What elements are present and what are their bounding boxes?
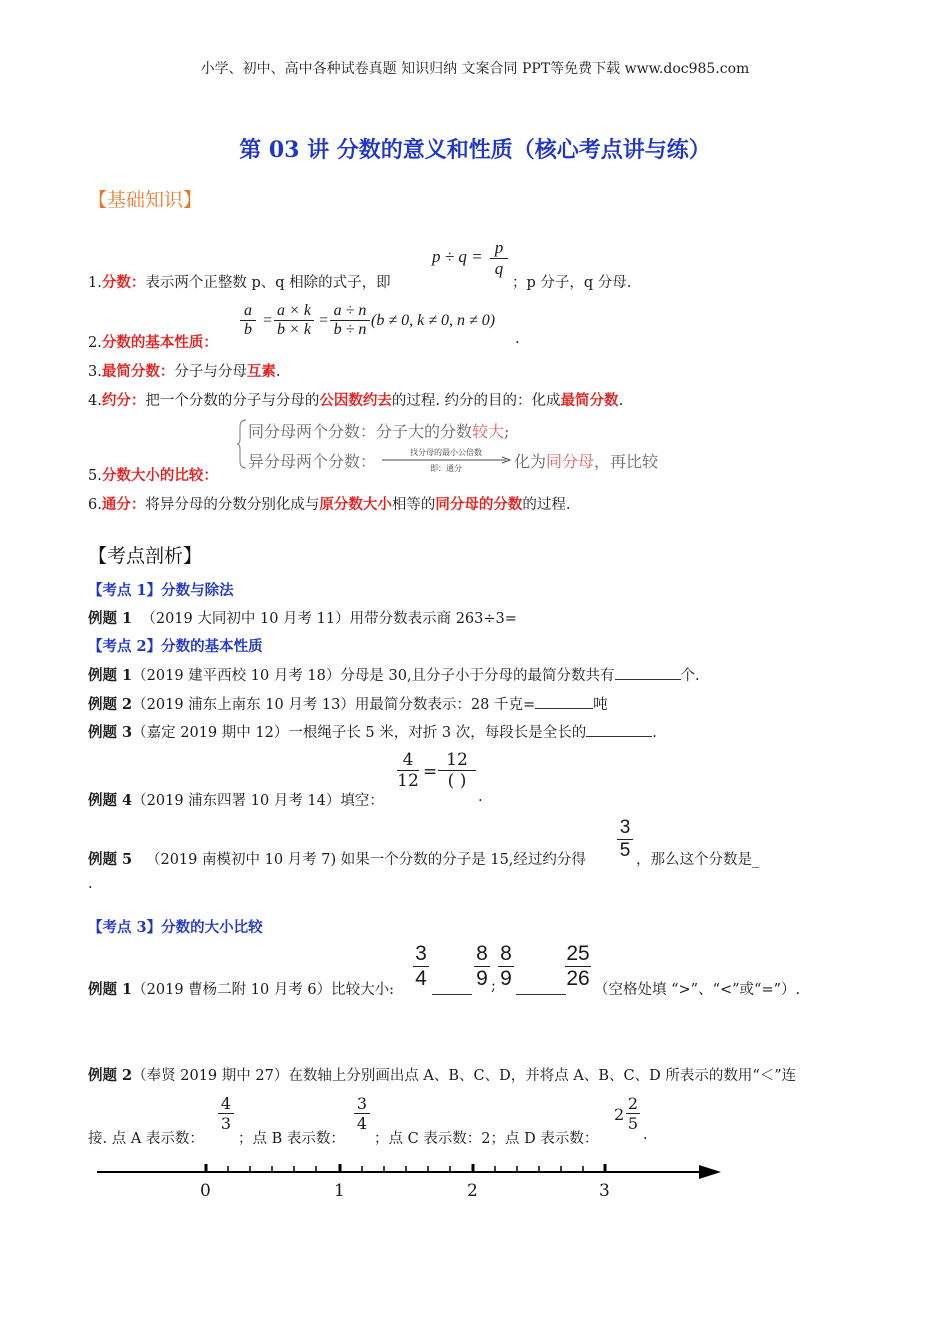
compare-rule-2-result [514, 449, 658, 472]
item-text: 分子与分母 [174, 364, 247, 380]
formula-property-frac-b [274, 302, 314, 339]
answer-blank[interactable] [586, 722, 652, 737]
kd3-example-2-line2: 接. 点 A 表示数： [88, 1131, 204, 1147]
example-tail: . [652, 725, 657, 741]
rule-tail: ，再比较 [594, 452, 659, 471]
basics-heading: 【基础知识】 [88, 189, 203, 211]
item-number: 5. [88, 468, 102, 484]
basics-item-5 [88, 464, 218, 485]
fraction-denominator: q [490, 258, 508, 279]
fraction-numerator: p [494, 238, 504, 257]
item-emphasis: 公因数约去 [319, 392, 392, 409]
kd2-example-2 [88, 693, 608, 714]
fraction-denominator: 5 [627, 1114, 639, 1133]
example-text: （2019 建平西校 10 月考 18）分母是 30,且分子小于分母的最简分数共有 [132, 668, 615, 684]
item-term: 分数： [101, 274, 146, 291]
example-label: 例题 3 [88, 724, 133, 741]
fraction-denominator: b × k [274, 320, 314, 339]
item-term: 最简分数： [101, 363, 175, 380]
example-label: 例题 2 [88, 696, 133, 713]
fraction-denominator: 12 [397, 771, 419, 791]
ex4-fraction-left [397, 750, 419, 791]
point-b-label: ；点 B 表示数： [238, 1131, 345, 1147]
kd-label: 【考点 1】 [88, 582, 162, 599]
item-text: 相等的 [391, 497, 436, 513]
rule-emphasis: 同分母 [546, 452, 595, 471]
formula-property-frac-a [240, 302, 256, 339]
kd-label: 【考点 2】 [88, 638, 162, 655]
analysis-heading: 【考点剖析】 [88, 545, 203, 567]
arrow-label-top: 找分母的最小公倍数 [410, 448, 482, 457]
axis-label-3: 3 [599, 1181, 610, 1201]
item-text: 的过程. 约分的目的：化成 [391, 393, 561, 409]
kd3-heading [88, 916, 263, 937]
ex4-equals: = [423, 762, 438, 782]
example-label: 例题 1 [88, 610, 133, 627]
basics-item-3 [88, 360, 280, 381]
compare-fraction-2 [474, 942, 490, 991]
basics-item-1-tail: ；p 分子，q 分母. [512, 275, 632, 291]
basics-item-1 [88, 271, 391, 292]
answer-blank[interactable] [432, 980, 472, 995]
fraction-denominator: 9 [474, 966, 490, 991]
compare-fraction-3 [498, 942, 514, 991]
arrow-head-icon [699, 1165, 721, 1179]
formula-equals-1: = [262, 312, 273, 329]
answer-blank[interactable] [535, 694, 593, 709]
axis-label-0: 0 [200, 1181, 211, 1201]
item-emphasis: 同分母的分数 [435, 496, 523, 513]
fraction-numerator: 8 [476, 942, 488, 965]
fraction-denominator: 3 [218, 1113, 234, 1133]
axis-label-1: 1 [334, 1181, 345, 1201]
kd1-example-1 [88, 607, 517, 628]
number-line[interactable] [95, 1160, 725, 1184]
rule-emphasis: 较大 [472, 422, 505, 441]
ex5-tail-2: . [88, 876, 93, 892]
fraction-denominator: b ÷ n [330, 320, 370, 339]
fraction-denominator: 4 [354, 1113, 370, 1133]
formula-equals-2: = [318, 312, 329, 329]
item-text: 把一个分数的分子与分母的 [145, 393, 320, 409]
page-title: 第 03 讲 分数的意义和性质（核心考点讲与练） [239, 137, 711, 163]
fraction-denominator: 9 [498, 966, 514, 991]
basics-item-2 [88, 331, 218, 352]
item-text: 将异分母的分数分别化成与 [145, 497, 320, 513]
example-label: 例题 5 [88, 851, 133, 868]
ex4-tail: . [478, 789, 483, 805]
formula-condition: (b ≠ 0, k ≠ 0, n ≠ 0) [371, 312, 496, 329]
fraction-numerator: 3 [415, 942, 427, 965]
kd2-example-1 [88, 664, 700, 685]
formula-division-left: p ÷ q = [432, 247, 483, 266]
compare-separator: ; [491, 978, 496, 994]
item-emphasis: 互素 [246, 363, 276, 380]
example-label: 例题 1 [88, 981, 133, 998]
item-tail: 的过程. [522, 497, 571, 513]
compare-fraction-1 [413, 942, 429, 991]
example-tail: 吨 [593, 697, 608, 713]
point-c-label: ；点 C 表示数：2；点 D 表示数： [374, 1131, 599, 1147]
kd2-example-3 [88, 721, 657, 742]
rule-text: 同分母两个分数：分子大的分数 [248, 422, 473, 441]
item-term: 分数的基本性质： [101, 334, 218, 351]
kd-title: 分数与除法 [161, 582, 234, 599]
formula-division-fraction [490, 238, 508, 279]
compare-fraction-4 [565, 942, 591, 991]
axis-label-2: 2 [467, 1181, 478, 1201]
kd3-example-1 [88, 978, 394, 999]
kd2-example-5 [88, 848, 586, 869]
rule-tail: ; [504, 422, 510, 441]
item-number: 2. [88, 335, 102, 351]
item-number: 1. [88, 275, 102, 291]
compare-rule-2: 异分母两个分数： [248, 452, 377, 471]
fraction-numerator: 12 [446, 750, 468, 770]
example-text: （奉贤 2019 期中 27）在数轴上分别画出点 A、B、C、D，并将点 A、B、C、D 所表示的数用“＜”连 [132, 1068, 797, 1084]
fraction-numerator: 25 [566, 942, 590, 965]
example-text: （2019 浦东上南东 10 月考 13）用最简分数表示：28 千克= [132, 697, 536, 713]
example-label: 例题 1 [88, 667, 133, 684]
basics-item-4 [88, 389, 623, 410]
fraction-numerator: 4 [220, 1094, 232, 1113]
example-label: 例题 4 [88, 792, 133, 809]
item-emphasis: 最简分数 [560, 392, 619, 409]
example-text: （2019 曹杨二附 10 月考 6）比较大小: [132, 982, 395, 998]
point-d-tail: . [643, 1127, 648, 1143]
fraction-numerator: 2 [627, 1094, 639, 1113]
example-tail: 个. [680, 668, 700, 684]
fraction-numerator: 8 [500, 942, 512, 965]
formula-property-frac-c [330, 302, 370, 339]
rule-text: 化为 [514, 452, 547, 471]
item-number: 3. [88, 364, 102, 380]
kd2-heading [88, 635, 263, 656]
kd-title: 分数的大小比较 [161, 919, 263, 936]
point-b-fraction [354, 1094, 370, 1133]
item-number: 4. [88, 393, 102, 409]
fraction-numerator: a ÷ n [333, 302, 367, 319]
page-header: 小学、初中、高中各种试卷真题 知识归纳 文案合同 PPT等免费下载 www.doc985.com [200, 61, 750, 77]
kd3-example-2 [88, 1064, 796, 1085]
kd2-example-4 [88, 789, 384, 810]
brace-icon [236, 419, 248, 469]
example-text: （2019 浦东四署 10 月考 14）填空： [132, 793, 384, 809]
item-emphasis: 原分数大小 [319, 496, 392, 513]
fraction-numerator: a [244, 302, 252, 319]
basics-item-6 [88, 493, 570, 514]
compare-rule-1 [248, 419, 509, 442]
basics-item-2-tail: . [515, 331, 520, 347]
fraction-numerator: 4 [402, 750, 414, 770]
fraction-numerator: 3 [356, 1094, 368, 1113]
item-term: 分数大小的比较： [101, 467, 218, 484]
example-text: （2019 南模初中 10 月考 7) 如果一个分数的分子是 15,经过约分得 [145, 852, 586, 868]
ex5-tail: ，那么这个分数是_ [636, 852, 760, 868]
item-term: 约分： [101, 392, 146, 409]
item-number: 6. [88, 497, 102, 513]
fraction-denominator: 26 [566, 967, 590, 990]
fraction-numerator: a × k [277, 302, 311, 319]
fraction-denominator: 5 [617, 839, 633, 862]
example-label: 例题 2 [88, 1067, 133, 1084]
kd-label: 【考点 3】 [88, 919, 162, 936]
ex4-fraction-right [438, 750, 476, 791]
arrow-label-bottom: 即：通分 [430, 464, 462, 473]
example-text: （2019 大同初中 10 月考 11）用带分数表示商 263÷3= [141, 611, 517, 627]
kd-title: 分数的基本性质 [161, 638, 263, 655]
point-d-whole: 2 [614, 1105, 625, 1124]
point-a-fraction [218, 1094, 234, 1133]
answer-blank[interactable] [516, 980, 566, 995]
item-term: 通分： [101, 496, 146, 513]
item-tail: . [275, 364, 281, 380]
fraction-denominator: b [240, 320, 256, 339]
example-text: （嘉定 2019 期中 12）一根绳子长 5 米，对折 3 次，每段长是全长的 [132, 725, 587, 741]
item-text: 表示两个正整数 p、q 相除的式子，即 [145, 275, 391, 291]
compare-instruction: （空格处填 “>”、“<”或“=”）. [594, 982, 801, 998]
answer-blank[interactable] [615, 665, 681, 680]
ex5-fraction [617, 817, 633, 862]
item-tail: . [618, 393, 624, 409]
fraction-denominator-blank[interactable]: ( ) [438, 770, 476, 791]
kd1-heading [88, 579, 234, 600]
point-d-fraction [626, 1094, 640, 1133]
fraction-denominator: 4 [413, 966, 429, 991]
fraction-numerator: 3 [619, 817, 631, 838]
